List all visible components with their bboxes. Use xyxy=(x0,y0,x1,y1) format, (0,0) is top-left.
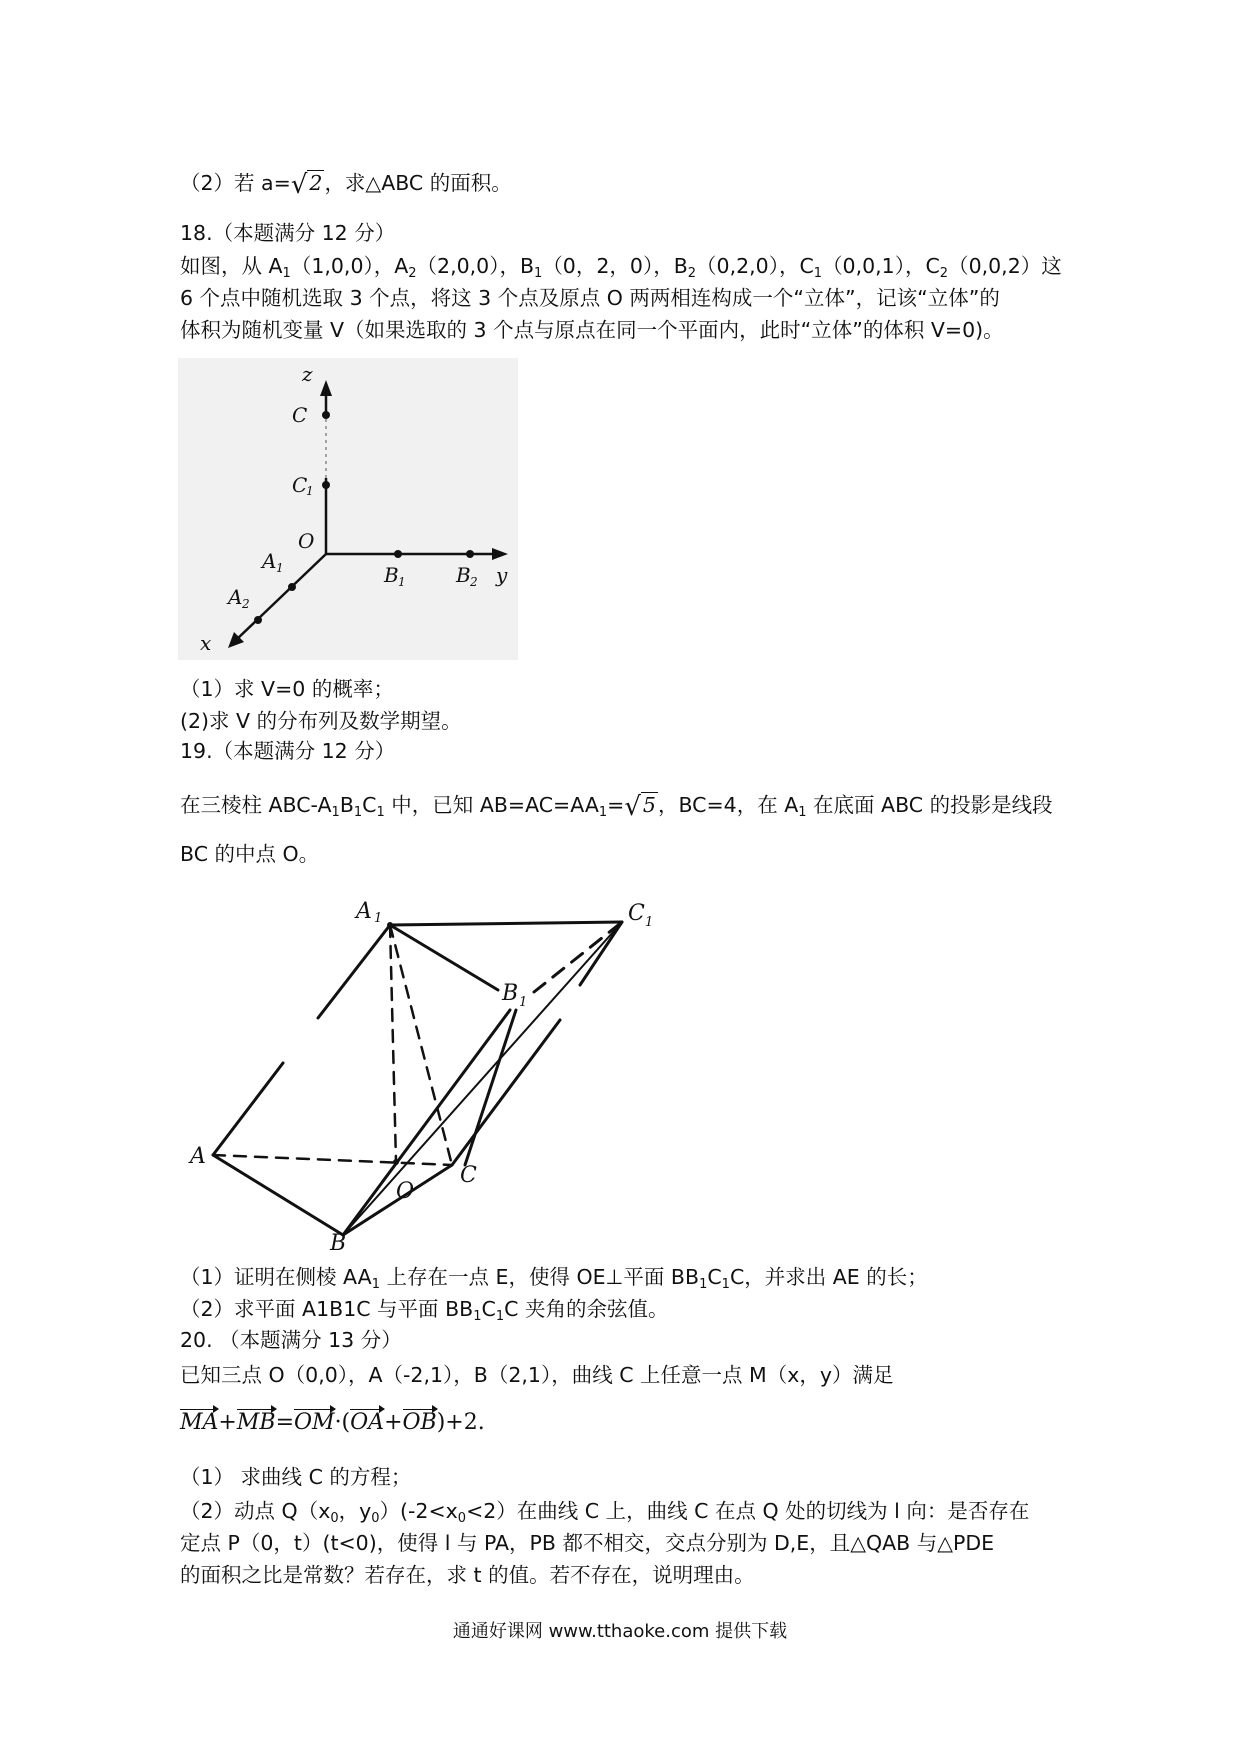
label-b1-sub: 1 xyxy=(398,575,406,589)
label-o: O xyxy=(298,529,315,553)
label-b2-sub: 2 xyxy=(470,575,478,589)
point-c2 xyxy=(322,411,330,419)
label-c1: C xyxy=(292,473,308,497)
label-b1: B xyxy=(384,563,399,587)
point-b2 xyxy=(466,550,474,558)
edge-a1-o-hidden xyxy=(390,925,396,1162)
edge-a1-c1 xyxy=(390,922,622,925)
label-a1: A xyxy=(356,899,372,924)
edge-a-b xyxy=(213,1155,343,1235)
label-c1-sub: 1 xyxy=(645,915,654,930)
label-b1-sub: 1 xyxy=(519,995,528,1010)
label-y: y xyxy=(496,563,508,587)
label-a2: A xyxy=(228,585,243,609)
label-a1: A xyxy=(262,549,277,573)
label-c1: C xyxy=(628,901,645,926)
label-a1-sub: 1 xyxy=(374,911,383,926)
q19-title: 19.（本题满分 12 分） xyxy=(180,739,396,763)
label-b1: B xyxy=(502,981,519,1006)
q20-part2-line3: 的面积之比是常数？若存在，求 t 的值。若不存在，说明理由。 xyxy=(180,1563,755,1587)
label-a2-sub: 2 xyxy=(242,597,250,611)
point-a1 xyxy=(387,922,393,928)
q19-line2: BC 的中点 O。 xyxy=(180,842,320,866)
q18-axes-figure xyxy=(178,358,518,660)
label-z: z xyxy=(302,362,313,386)
label-a1-sub: 1 xyxy=(276,561,284,575)
edge-c1-c-upper xyxy=(580,922,622,985)
sqrt-5: √5 xyxy=(624,792,656,822)
figure-background xyxy=(178,358,518,660)
q20-vector-equation: MA+MB=OM·(OA+OB)+2. xyxy=(180,1408,485,1438)
edge-a1-a-upper xyxy=(318,925,390,1018)
q18-part1: （1）求 V=0 的概率； xyxy=(180,677,394,701)
label-b2: B xyxy=(456,563,471,587)
edge-c1-b xyxy=(343,922,622,1235)
q18-line2: 6 个点中随机选取 3 个点，将这 3 个点及原点 O 两两相连构成一个“立体”，记该“立体”的 xyxy=(180,286,1000,310)
q19-prism-figure xyxy=(180,880,680,1250)
point-a1 xyxy=(288,583,296,591)
label-o: O xyxy=(396,1179,415,1204)
q19-part1: （1）证明在侧棱 $AA_1$ 上存在一点 E，使得 OE⊥平面 $BB_1C_1C$，并求出 AE 的长； xyxy=(180,1265,928,1292)
q19-line1: 在三棱柱 ABC-$A_1B_1C_1$ 中，已知 $AB=AC=AA_1=√5$，BC=4，在 $A_1$ 在底面 ABC 的投影是线段 xyxy=(180,792,1053,822)
sqrt-2: √2 xyxy=(290,170,323,200)
q20-part2-line1: （2）动点 $Q(x_0$，$y_0)(-2<x_0<2)$在曲线 C 上，曲线 C 在点 Q 处的切线为 l 向：是否存在 xyxy=(180,1499,1030,1526)
q19-part2: （2）求平面 A1B1C 与平面 $BB_1C_1C$ 夹角的余弦值。 xyxy=(180,1297,669,1324)
label-c: C xyxy=(460,1163,477,1188)
label-a: A xyxy=(190,1144,206,1169)
q20-part2-line2: 定点 P（0，t）(t<0)，使得 l 与 PA，PB 都不相交，交点分别为 D,E，且△QAB 与△PDE xyxy=(180,1531,995,1555)
edge-b1-c1-partial xyxy=(534,922,622,992)
label-c2: C xyxy=(292,403,308,427)
q20-part1: （1） 求曲线 C 的方程； xyxy=(180,1465,412,1489)
q18-part2: (2)求 V 的分布列及数学期望。 xyxy=(180,709,462,733)
edge-a1-b1 xyxy=(390,925,498,990)
q18-title: 18.（本题满分 12 分） xyxy=(180,221,396,245)
point-o xyxy=(393,1159,399,1165)
q20-line1: 已知三点 O（0,0），A（-2,1），B（2,1），曲线 C 上任意一点 M（x，y）满足 xyxy=(180,1363,894,1387)
label-b: B xyxy=(330,1231,347,1250)
label-c1-sub: 1 xyxy=(306,484,314,498)
point-b1 xyxy=(394,550,402,558)
q17-part2: （2）若 a=√2，求△ABC 的面积。 xyxy=(180,170,512,200)
q20-title: 20. （本题满分 13 分） xyxy=(180,1328,402,1352)
edge-a1-a-lower xyxy=(213,1063,283,1155)
point-c1 xyxy=(322,481,330,489)
page-footer: 通通好课网 www.tthaoke.com 提供下载 xyxy=(452,1621,788,1642)
edge-a-c-hidden xyxy=(213,1155,452,1165)
point-a2 xyxy=(254,616,262,624)
label-x: x xyxy=(200,631,212,655)
q18-line1: 如图，从 $A_1(1,0,0)$，$A_2(2,0,0)$，$B_1(0$，2，0），$B_2(0,2,0)$，$C_1(0,0,1)$，$C_2(0,0,2)$这 xyxy=(180,254,1062,281)
q18-line3: 体积为随机变量 V（如果选取的 3 个点与原点在同一个平面内，此时“立体”的体积 V=0)。 xyxy=(180,318,1004,342)
